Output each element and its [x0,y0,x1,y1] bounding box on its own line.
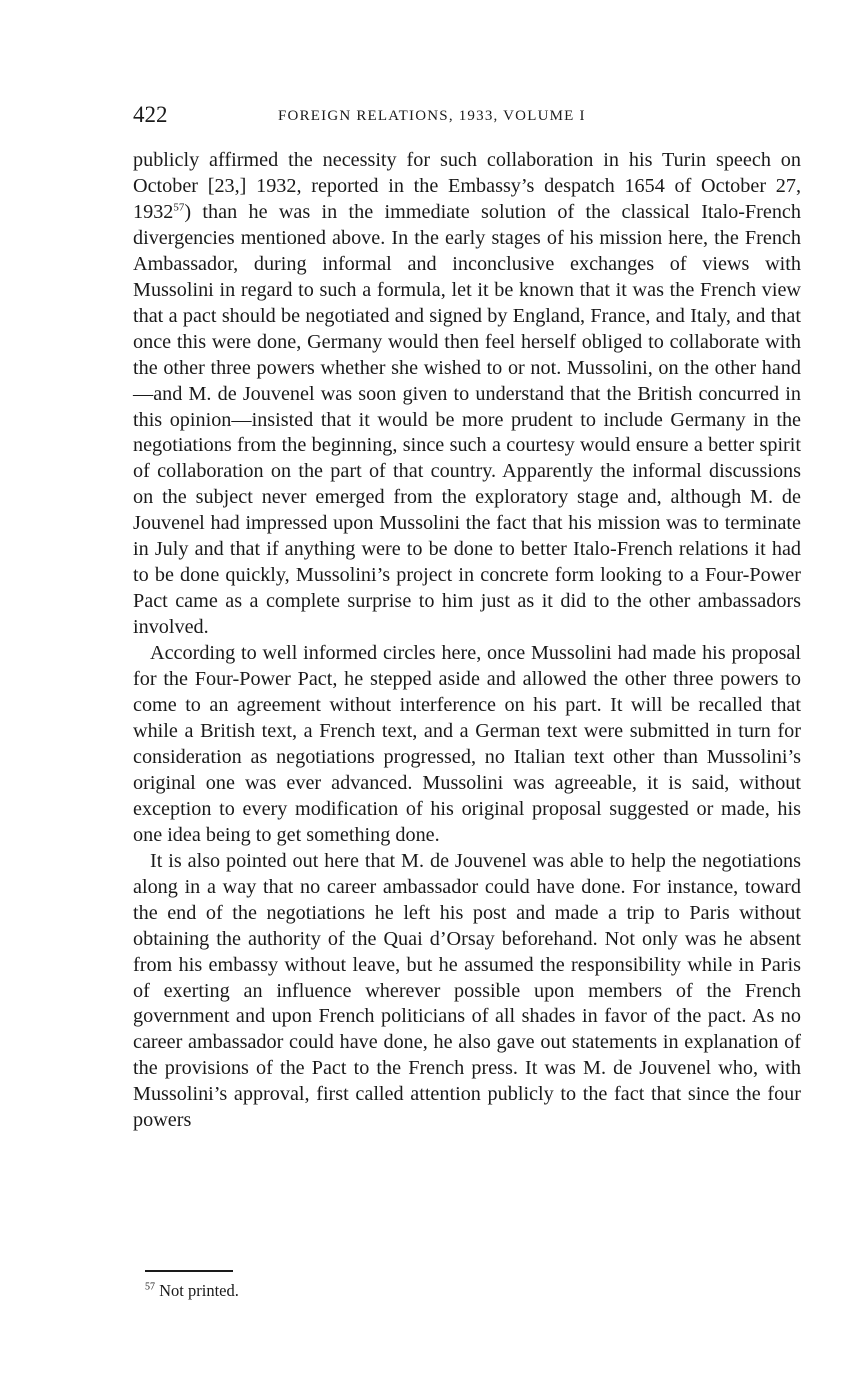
paragraph-3: It is also pointed out here that M. de Jouvenel was able to help the negotiations along in a way that no career ambassador could have done. For instance, toward the end of the negotiations he left his post and made a trip to Paris without obtaining the authority of the Quai d’Orsay beforehand. Not only was he absent from his embassy without leave, but he assumed the responsibility while in Paris of exerting an influence wherever possible upon members of the French government and upon French politicians of all shades in favor of the pact. As no career ambassador could have done, he also gave out statements in explanation of the provisions of the Pact to the French press. It was M. de Jouvenel who, with Mussolini’s approval, first called attention publicly to the fact that since the four powers [133,849,801,1132]
page-header [133,100,801,134]
footnote [145,1280,239,1302]
footnote-text: Not printed. [159,1281,239,1300]
paragraph-2: According to well informed circles here, once Mussolini had made his proposal for the Four-Power Pact, he stepped aside and allowed the other three powers to come to an agreement without interference on his part. It will be recalled that while a British text, a French text, and a German text were submitted in turn for consideration as negotiations progressed, no Italian text other than Mussolini’s original one was ever advanced. Mussolini was agreeable, it is said, without exception to every modification of his original proposal suggested or made, his one idea being to get something done. [133,642,801,846]
running-head: FOREIGN RELATIONS, 1933, VOLUME I [278,108,586,124]
paragraph-1 [133,148,801,641]
page-number: 422 [133,102,168,127]
paragraph-1-text-after-note: ) than he was in the immediate solution of the classical Italo-French divergencies mentioned above. In the early stages of his mission here, the French Ambassador, during informal and inconclusive exchanges of views with Mussolini in regard to such a formula, let it be known that it was the French view that a pact should be negotiated and signed by England, France, and Italy, and that once this were done, Germany would then feel herself obliged to collaborate with the other three powers whether she wished to or not. Mussolini, on the other hand—and M. de Jouvenel was soon given to understand that the British concurred in this opinion—insisted that it would be more prudent to include Germany in the negotiations from the beginning, since such a courtesy would ensure a better spirit of collaboration on the part of that country. Apparently the informal discussions on the subject never emerged from the exploratory stage and, although M. de Jouvenel had impressed upon Mussolini the fact that his mission was to terminate in July and that if anything were to be done to better Italo-French relations it had to be done quickly, Mussolini’s project in concrete form looking to a Four-Power Pact came as a complete surprise to him just as it did to the other ambassadors involved. [133,200,801,639]
paragraph-1-text-before-note: publicly affirmed the necessity for such collaboration in his Turin speech on October [23,] 1932, reported in the Embassy’s despatch 1654 of October 27, 1932 [133,149,801,223]
body-text [133,148,801,1134]
footnote-mark: 57 [145,1281,155,1293]
footnote-reference: 57 [173,201,185,214]
footnote-divider [145,1270,233,1272]
